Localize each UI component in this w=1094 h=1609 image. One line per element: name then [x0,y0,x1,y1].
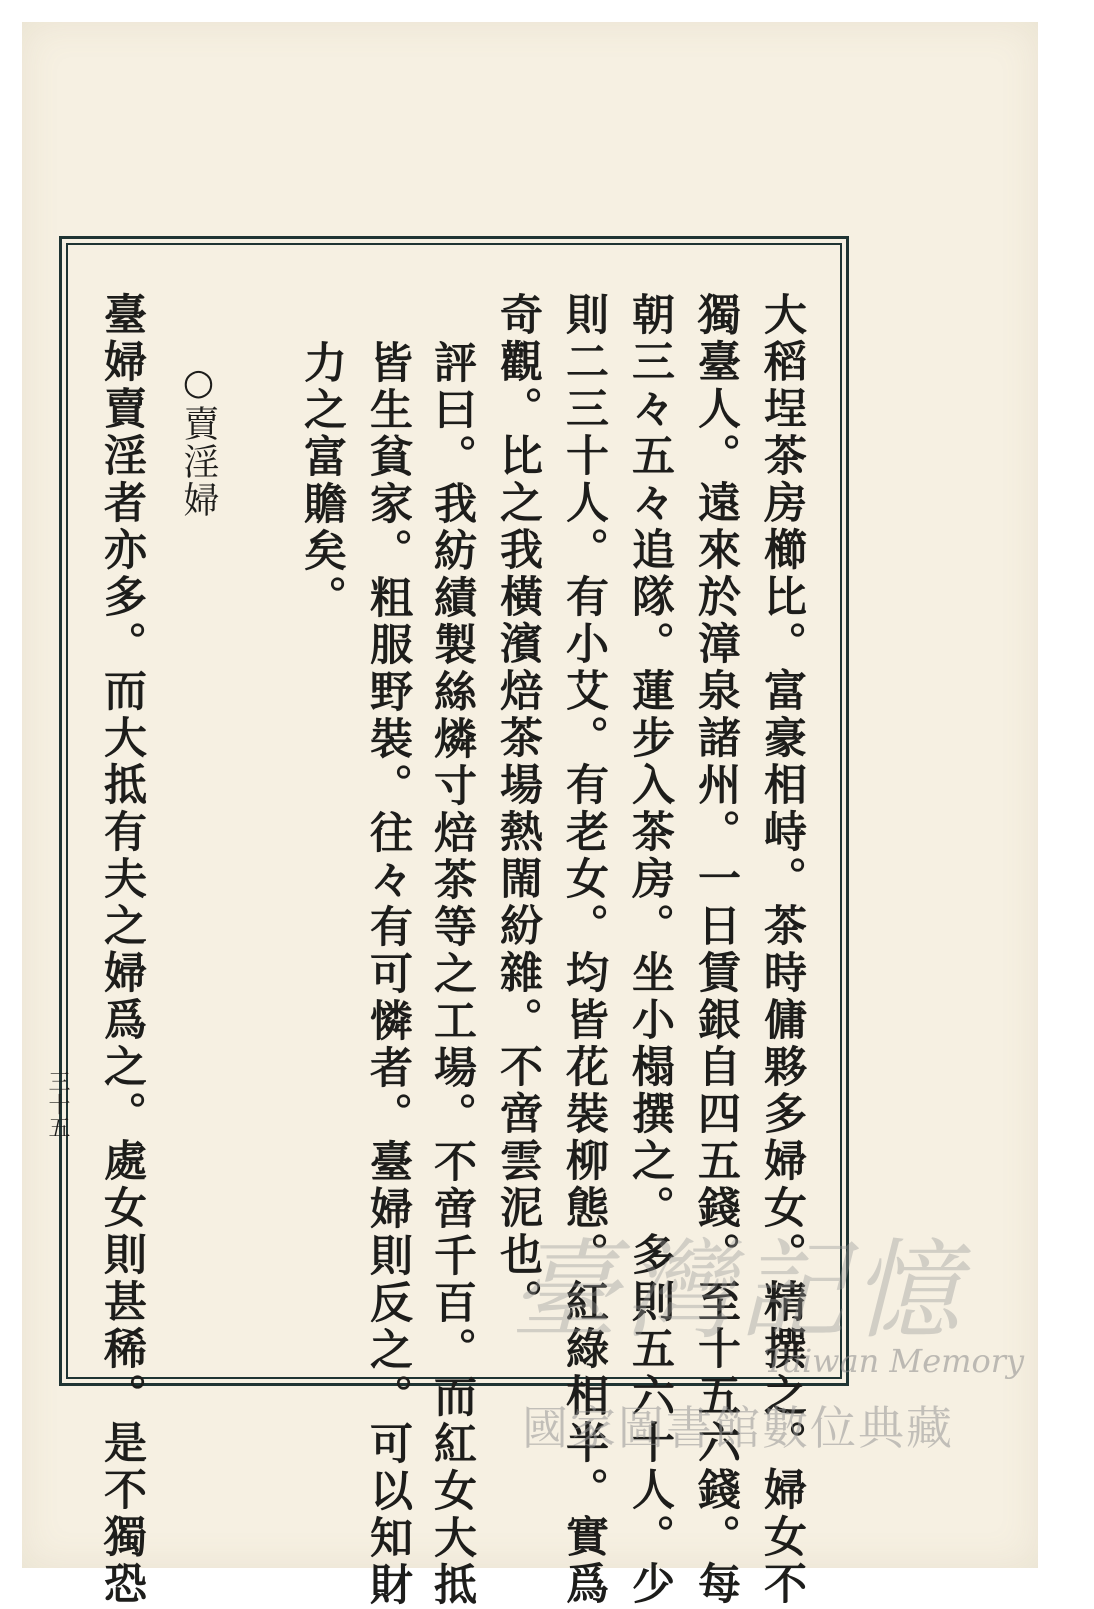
watermark-english: Taiwan Memory [764,1342,1025,1380]
text-column-7: 皆生貧家。粗服野裝。往々有可憐者。臺婦則反之。可以知財 [363,340,413,1609]
section-text-column-1: 臺婦賣淫者亦多。而大抵有夫之婦爲之。處女則甚稀。是不獨恐 [97,292,147,1608]
text-column-6: 評曰。我紡績製絲燐寸焙茶等之工場。不啻千百。而紅女大抵 [427,340,477,1609]
text-column-8: 力之富贍矣。 [297,340,347,622]
page-number: 三十五 [45,1070,70,1139]
section-heading: ○賣淫婦 [178,362,219,519]
text-column-1: 大稻埕茶房櫛比。富豪相峙。茶時傭夥多婦女。精撰之。婦女不 [757,292,807,1608]
book-page [22,22,1038,1609]
text-column-3: 朝三々五々追隊。蓮步入茶房。坐小榻撰之。多則五六十人。少 [625,292,675,1608]
text-column-2: 獨臺人。遠來於漳泉諸州。一日賃銀自四五錢。至十五六錢。每 [691,292,741,1608]
watermark-logo: 臺灣記憶 [510,1229,967,1354]
text-column-4: 則二三十人。有小艾。有老女。均皆花裝柳態。紅綠相半。實爲 [559,292,609,1608]
text-column-5: 奇觀。比之我橫濱焙茶場熱閙紛雜。不啻雲泥也。 [493,292,543,1326]
watermark-chinese: 國家圖書館數位典藏 [522,1401,954,1455]
